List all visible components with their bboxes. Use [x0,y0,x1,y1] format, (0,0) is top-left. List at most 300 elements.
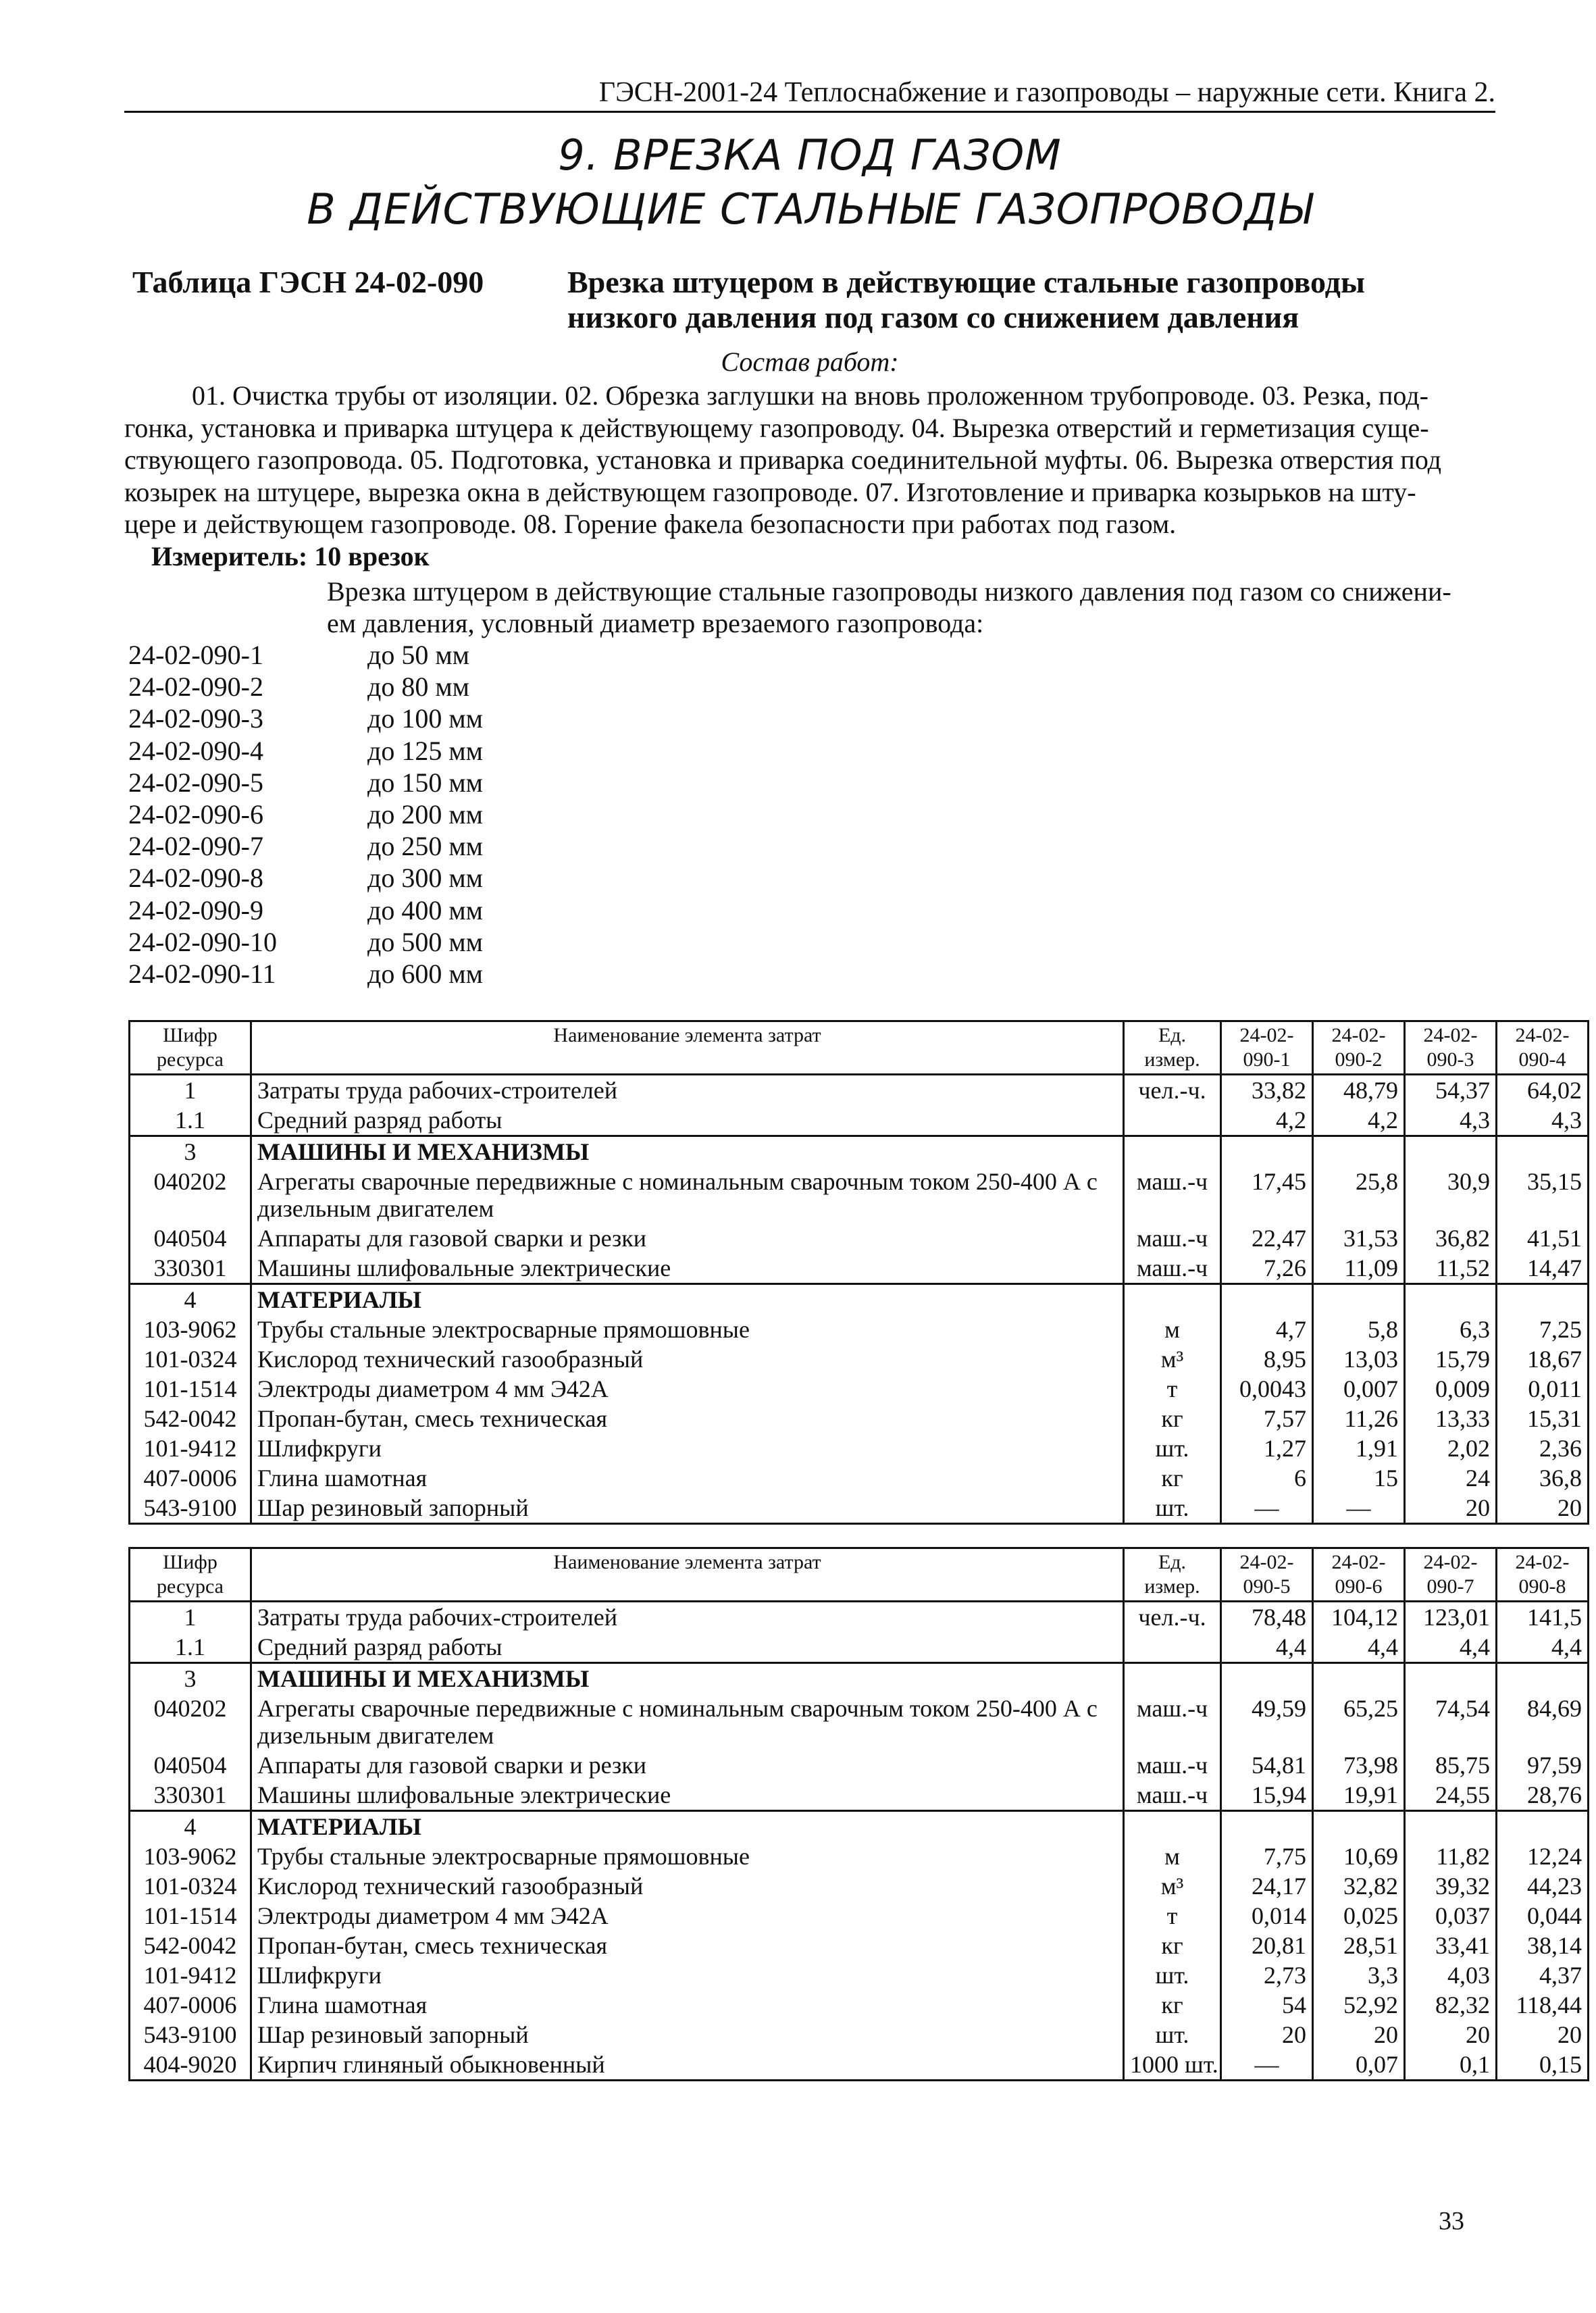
cell-value: 11,52 [1405,1253,1497,1284]
table-row [130,1632,1589,1663]
cell-name: Кислород технический газообразный [251,1344,1124,1374]
cell-code: 101-0324 [130,1344,251,1374]
table-row [130,1602,1589,1633]
cell-value: 11,82 [1405,1841,1497,1871]
cell-value: 0,1 [1405,2050,1497,2081]
cell-value: 11,09 [1313,1253,1405,1284]
cell-value: — [1313,1493,1405,1524]
cell-value: 64,02 [1497,1075,1589,1106]
cell-name: Глина шамотная [251,1463,1124,1493]
cell-code: 101-9412 [130,1433,251,1463]
cell-value: 118,44 [1497,1990,1589,2020]
cell-value: 25,8 [1313,1167,1405,1223]
cell-value: 2,36 [1497,1433,1589,1463]
variant-label: до 125 мм [367,735,483,766]
cell-code: 101-9412 [130,1960,251,1990]
table-row [130,1404,1589,1433]
cell-value: 4,2 [1221,1105,1313,1136]
cell-value: 15,94 [1221,1780,1313,1811]
cell-value: 24,55 [1405,1780,1497,1811]
cell-unit: шт. [1124,1960,1221,1990]
variant-code: 24-02-090-10 [128,926,277,957]
cell-code: 101-1514 [130,1374,251,1404]
cell-value: 31,53 [1313,1223,1405,1253]
cell-value: 5,8 [1313,1315,1405,1344]
variant-list [128,639,483,990]
variant-code: 24-02-090-7 [128,831,263,862]
cell-value: 0,0043 [1221,1374,1313,1404]
variant-item [128,639,483,671]
cell-value: 44,23 [1497,1871,1589,1901]
cell-value: 4,4 [1497,1632,1589,1663]
cell-name: Трубы стальные электросварные прямошовные [251,1841,1124,1871]
variant-item [128,958,483,990]
cell-code: 103-9062 [130,1841,251,1871]
cell-value: 20,81 [1221,1931,1313,1960]
cell-value: 4,37 [1497,1960,1589,1990]
cell-value: 20 [1405,2020,1497,2050]
table-row [130,1960,1589,1990]
cell-name: Шлифкруги [251,1433,1124,1463]
cell-code: 330301 [130,1253,251,1284]
cell-name: Аппараты для газовой сварки и резки [251,1750,1124,1780]
table-row [130,1811,1589,1842]
cell-value: 2,02 [1405,1433,1497,1463]
variant-description-line-1: Врезка штуцером в действующие стальные газопроводы низкого давления под газом со снижени- [327,576,1451,607]
cell-value [1221,1136,1313,1167]
variant-code: 24-02-090-4 [128,735,263,766]
cell-unit: т [1124,1374,1221,1404]
cell-unit: м³ [1124,1871,1221,1901]
cell-value: 28,76 [1497,1780,1589,1811]
work-line-4: козырек на штуцере, вырезка окна в действующем газопроводе. 07. Изготовление и приварка козырьков на шту- [124,476,1416,507]
cell-value: 0,044 [1497,1901,1589,1931]
cell-value: 39,32 [1405,1871,1497,1901]
cell-name: Машины шлифовальные электрические [251,1253,1124,1284]
cell-code: 103-9062 [130,1315,251,1344]
table-row [130,1433,1589,1463]
table-row [130,1931,1589,1960]
variant-item [128,926,483,958]
cell-value [1497,1811,1589,1842]
cell-code: 040202 [130,1167,251,1223]
variant-item [128,798,483,830]
cell-value: 0,025 [1313,1901,1405,1931]
cell-unit [1124,1284,1221,1315]
cell-value: 28,51 [1313,1931,1405,1960]
work-line-2: гонка, установка и приварка штуцера к действующему газопроводу. 04. Вырезка отверстий и герметизация суще- [124,412,1429,443]
cell-value: 11,26 [1313,1404,1405,1433]
cell-code: 040202 [130,1694,251,1750]
cell-name: Машины шлифовальные электрические [251,1780,1124,1811]
cell-value: 54 [1221,1990,1313,2020]
cell-value: 4,3 [1497,1105,1589,1136]
cell-value: 20 [1497,2020,1589,2050]
table-title-line-2: низкого давления под газом со снижением давления [567,300,1299,334]
cell-unit: чел.-ч. [1124,1075,1221,1106]
table-row [130,1075,1589,1106]
cell-value: 0,009 [1405,1374,1497,1404]
cell-unit: м³ [1124,1344,1221,1374]
variant-code: 24-02-090-6 [128,799,263,830]
cell-code: 1.1 [130,1105,251,1136]
cell-name: Шар резиновый запорный [251,2020,1124,2050]
header-col-4: 24-02- 090-4 [1497,1021,1589,1075]
cell-unit: шт. [1124,1493,1221,1524]
cell-name: Шлифкруги [251,1960,1124,1990]
cell-value: 38,14 [1497,1931,1589,1960]
cell-name: Кислород технический газообразный [251,1871,1124,1901]
cell-value: 35,15 [1497,1167,1589,1223]
cell-unit [1124,1105,1221,1136]
cell-unit: кг [1124,1990,1221,2020]
cell-value: 33,82 [1221,1075,1313,1106]
work-line-3: ствующего газопровода. 05. Подготовка, установка и приварка соединительной муфты. 06. Вырезка отверстия под [124,444,1442,475]
cell-code: 040504 [130,1223,251,1253]
cell-unit: шт. [1124,1433,1221,1463]
table-row [130,1223,1589,1253]
variant-code: 24-02-090-3 [128,703,263,734]
work-line-1: 01. Очистка трубы от изоляции. 02. Обрезка заглушки на вновь проложенном трубопроводе. 03. Резка, под- [192,380,1428,411]
section-title-line-2: В ДЕЙСТВУЮЩИЕ СТАЛЬНЫЕ ГАЗОПРОВОДЫ [307,184,1313,234]
table-row [130,1750,1589,1780]
cell-code: 040504 [130,1750,251,1780]
table-row [130,2050,1589,2081]
cell-name: Аппараты для газовой сварки и резки [251,1223,1124,1253]
cell-name: МАШИНЫ И МЕХАНИЗМЫ [251,1136,1124,1167]
cell-code: 330301 [130,1780,251,1811]
cell-value: 54,81 [1221,1750,1313,1780]
cell-value [1497,1284,1589,1315]
cell-value: 52,92 [1313,1990,1405,2020]
section-title-line-1: 9. ВРЕЗКА ПОД ГАЗОМ [558,130,1062,180]
cell-name: МАТЕРИАЛЫ [251,1811,1124,1842]
cell-code: 1 [130,1075,251,1106]
variant-label: до 600 мм [367,959,483,990]
section-title [124,128,1495,236]
cell-value [1221,1284,1313,1315]
header-name: Наименование элемента затрат [251,1548,1124,1602]
variant-label: до 80 мм [367,671,469,703]
cell-value: 6 [1221,1463,1313,1493]
variant-description-line-2: ем давления, условный диаметр врезаемого газопровода: [327,608,984,638]
cell-value: 36,8 [1497,1463,1589,1493]
cell-value [1221,1811,1313,1842]
cell-value: 141,5 [1497,1602,1589,1633]
variant-item [128,735,483,767]
cell-unit: маш.-ч [1124,1167,1221,1223]
cell-unit: кг [1124,1931,1221,1960]
cell-value: 12,24 [1497,1841,1589,1871]
cell-name: Трубы стальные электросварные прямошовные [251,1315,1124,1344]
cell-value: 65,25 [1313,1694,1405,1750]
cost-table-1 [128,1020,1589,1525]
variant-code: 24-02-090-8 [128,863,263,894]
variant-label: до 100 мм [367,703,483,734]
header-col-2: 24-02- 090-2 [1313,1021,1405,1075]
cell-value: 49,59 [1221,1694,1313,1750]
cell-value [1221,1663,1313,1694]
variant-item [128,830,483,862]
cell-value: 32,82 [1313,1871,1405,1901]
header-col-4: 24-02- 090-8 [1497,1548,1589,1602]
cell-unit [1124,1136,1221,1167]
cell-value [1405,1284,1497,1315]
cell-value: 33,41 [1405,1931,1497,1960]
header-col-3: 24-02- 090-7 [1405,1548,1497,1602]
cell-value: 22,47 [1221,1223,1313,1253]
cell-name: Агрегаты сварочные передвижные с номинальным сварочным током 250-400 А с дизельным двигателем [251,1167,1124,1223]
variant-label: до 50 мм [367,640,469,670]
table-row [130,1780,1589,1811]
cell-name: Электроды диаметром 4 мм Э42А [251,1374,1124,1404]
cell-value: 4,3 [1405,1105,1497,1136]
cell-code: 407-0006 [130,1990,251,2020]
header-rule [124,111,1495,113]
cell-name: Агрегаты сварочные передвижные с номинальным сварочным током 250-400 А с дизельным двигателем [251,1694,1124,1750]
variant-item [128,671,483,703]
cell-value: 10,69 [1313,1841,1405,1871]
variant-label: до 150 мм [367,767,483,798]
table-row [130,1105,1589,1136]
cell-unit: 1000 шт. [1124,2050,1221,2081]
header-code: Шифр ресурса [130,1021,251,1075]
cell-code: 542-0042 [130,1404,251,1433]
cell-code: 101-0324 [130,1871,251,1901]
cell-value: 0,07 [1313,2050,1405,2081]
cell-value: — [1221,1493,1313,1524]
variant-code: 24-02-090-2 [128,671,263,703]
table-row [130,1841,1589,1871]
cell-value: 24,17 [1221,1871,1313,1901]
cell-value: 13,03 [1313,1344,1405,1374]
cell-value: 82,32 [1405,1990,1497,2020]
header-col-1: 24-02- 090-5 [1221,1548,1313,1602]
cell-value: 4,03 [1405,1960,1497,1990]
table-row [130,1284,1589,1315]
cost-table-2 [128,1547,1589,2081]
header-col-2: 24-02- 090-6 [1313,1548,1405,1602]
cell-value: 1,27 [1221,1433,1313,1463]
cell-name: Пропан-бутан, смесь техническая [251,1404,1124,1433]
cell-value: 24 [1405,1463,1497,1493]
cell-value: 7,26 [1221,1253,1313,1284]
cell-value [1313,1663,1405,1694]
cell-value: 30,9 [1405,1167,1497,1223]
variant-label: до 300 мм [367,863,483,894]
cell-unit: шт. [1124,2020,1221,2050]
table-title-line-1: Врезка штуцером в действующие стальные газопроводы [567,265,1365,299]
cell-unit: маш.-ч [1124,1223,1221,1253]
page-number: 33 [1439,2207,1464,2235]
cell-value: 18,67 [1497,1344,1589,1374]
cell-code: 1 [130,1602,251,1633]
variant-label: до 250 мм [367,831,483,862]
cell-name: Затраты труда рабочих-строителей [251,1602,1124,1633]
cell-name: Электроды диаметром 4 мм Э42А [251,1901,1124,1931]
cell-value: 4,2 [1313,1105,1405,1136]
variant-item [128,862,483,894]
cell-value: 7,57 [1221,1404,1313,1433]
table-row [130,1344,1589,1374]
header-name: Наименование элемента затрат [251,1021,1124,1075]
table-header-row [130,1021,1589,1075]
cell-value: 84,69 [1497,1694,1589,1750]
cell-value: 41,51 [1497,1223,1589,1253]
cell-value: 14,47 [1497,1253,1589,1284]
header-unit: Ед. измер. [1124,1548,1221,1602]
cell-unit: маш.-ч [1124,1694,1221,1750]
variant-label: до 200 мм [367,799,483,830]
cell-value: 20 [1405,1493,1497,1524]
cell-code: 4 [130,1811,251,1842]
cell-name: Глина шамотная [251,1990,1124,2020]
table-row [130,1136,1589,1167]
cell-code: 543-9100 [130,2020,251,2050]
header-code: Шифр ресурса [130,1548,251,1602]
table-row [130,1167,1589,1223]
cell-name: Средний разряд работы [251,1105,1124,1136]
cell-unit: м [1124,1841,1221,1871]
cell-unit: маш.-ч [1124,1780,1221,1811]
cell-code: 407-0006 [130,1463,251,1493]
cell-value [1313,1136,1405,1167]
cell-unit [1124,1811,1221,1842]
variant-label: до 400 мм [367,894,483,925]
cell-value: 8,95 [1221,1344,1313,1374]
work-composition-text [124,380,1495,540]
cell-value: 7,25 [1497,1315,1589,1344]
cell-name: МАТЕРИАЛЫ [251,1284,1124,1315]
cell-name: Пропан-бутан, смесь техническая [251,1931,1124,1960]
cell-value: 7,75 [1221,1841,1313,1871]
cell-value: 97,59 [1497,1750,1589,1780]
cell-value: 73,98 [1313,1750,1405,1780]
variant-item [128,894,483,926]
table-row [130,1315,1589,1344]
cell-value [1497,1663,1589,1694]
cell-value: 13,33 [1405,1404,1497,1433]
cell-name: МАШИНЫ И МЕХАНИЗМЫ [251,1663,1124,1694]
cell-unit: кг [1124,1463,1221,1493]
cell-value [1405,1136,1497,1167]
cell-value [1313,1284,1405,1315]
variant-code: 24-02-090-1 [128,640,263,670]
table-row [130,1374,1589,1404]
cell-name: Затраты труда рабочих-строителей [251,1075,1124,1106]
table-row [130,2020,1589,2050]
table-row [130,1871,1589,1901]
table-header-row [130,1548,1589,1602]
running-header: ГЭСН-2001-24 Теплоснабжение и газопроводы – наружные сети. Книга 2. [598,77,1495,108]
cell-value [1313,1811,1405,1842]
cell-value: 74,54 [1405,1694,1497,1750]
cell-code: 4 [130,1284,251,1315]
cell-value: 19,91 [1313,1780,1405,1811]
table-row [130,1493,1589,1524]
cell-code: 3 [130,1136,251,1167]
header-unit: Ед. измер. [1124,1021,1221,1075]
table-row [130,1663,1589,1694]
cell-value: 54,37 [1405,1075,1497,1106]
variant-item [128,703,483,734]
variant-code: 24-02-090-9 [128,894,263,925]
variant-description [327,576,1495,639]
cell-value: 48,79 [1313,1075,1405,1106]
cell-value: 2,73 [1221,1960,1313,1990]
cell-value: 4,4 [1405,1632,1497,1663]
cell-unit: м [1124,1315,1221,1344]
cell-value: 20 [1221,2020,1313,2050]
work-line-5: цере и действующем газопроводе. 08. Горение факела безопасности при работах под газом. [124,509,1177,539]
cell-value: 1,91 [1313,1433,1405,1463]
cell-unit: маш.-ч [1124,1750,1221,1780]
table-row [130,1901,1589,1931]
cell-value: 15,31 [1497,1404,1589,1433]
cell-name: Кирпич глиняный обыкновенный [251,2050,1124,2081]
cell-unit: маш.-ч [1124,1253,1221,1284]
variant-item [128,767,483,798]
cell-unit: чел.-ч. [1124,1602,1221,1633]
table-row [130,1253,1589,1284]
cell-value: 4,4 [1313,1632,1405,1663]
table-code: Таблица ГЭСН 24-02-090 [132,265,484,299]
cell-value: 4,7 [1221,1315,1313,1344]
cell-unit: т [1124,1901,1221,1931]
cell-code: 3 [130,1663,251,1694]
cell-name: Шар резиновый запорный [251,1493,1124,1524]
table-row [130,1463,1589,1493]
variant-code: 24-02-090-5 [128,767,263,798]
cell-value: 104,12 [1313,1602,1405,1633]
cell-code: 404-9020 [130,2050,251,2081]
cell-value: 85,75 [1405,1750,1497,1780]
cell-value: 0,15 [1497,2050,1589,2081]
table-row [130,1990,1589,2020]
header-col-3: 24-02- 090-3 [1405,1021,1497,1075]
cell-value: 0,011 [1497,1374,1589,1404]
cell-value: 0,014 [1221,1901,1313,1931]
cell-value: — [1221,2050,1313,2081]
cell-value: 6,3 [1405,1315,1497,1344]
cell-value: 36,82 [1405,1223,1497,1253]
cell-value: 15,79 [1405,1344,1497,1374]
cell-name: Средний разряд работы [251,1632,1124,1663]
table-title [567,265,1499,335]
cell-value: 4,4 [1221,1632,1313,1663]
cell-value: 20 [1497,1493,1589,1524]
cell-value [1405,1811,1497,1842]
cell-code: 101-1514 [130,1901,251,1931]
cell-unit [1124,1632,1221,1663]
cell-value: 17,45 [1221,1167,1313,1223]
variant-code: 24-02-090-11 [128,959,276,990]
cell-value: 123,01 [1405,1602,1497,1633]
cell-value: 15 [1313,1463,1405,1493]
measure-unit: Измеритель: 10 врезок [151,541,430,571]
cell-unit: кг [1124,1404,1221,1433]
cell-value: 78,48 [1221,1602,1313,1633]
cell-code: 543-9100 [130,1493,251,1524]
table-row [130,1694,1589,1750]
cell-value [1497,1136,1589,1167]
cell-value: 0,037 [1405,1901,1497,1931]
cell-value [1405,1663,1497,1694]
header-col-1: 24-02- 090-1 [1221,1021,1313,1075]
cell-unit [1124,1663,1221,1694]
cell-code: 1.1 [130,1632,251,1663]
variant-label: до 500 мм [367,926,483,957]
